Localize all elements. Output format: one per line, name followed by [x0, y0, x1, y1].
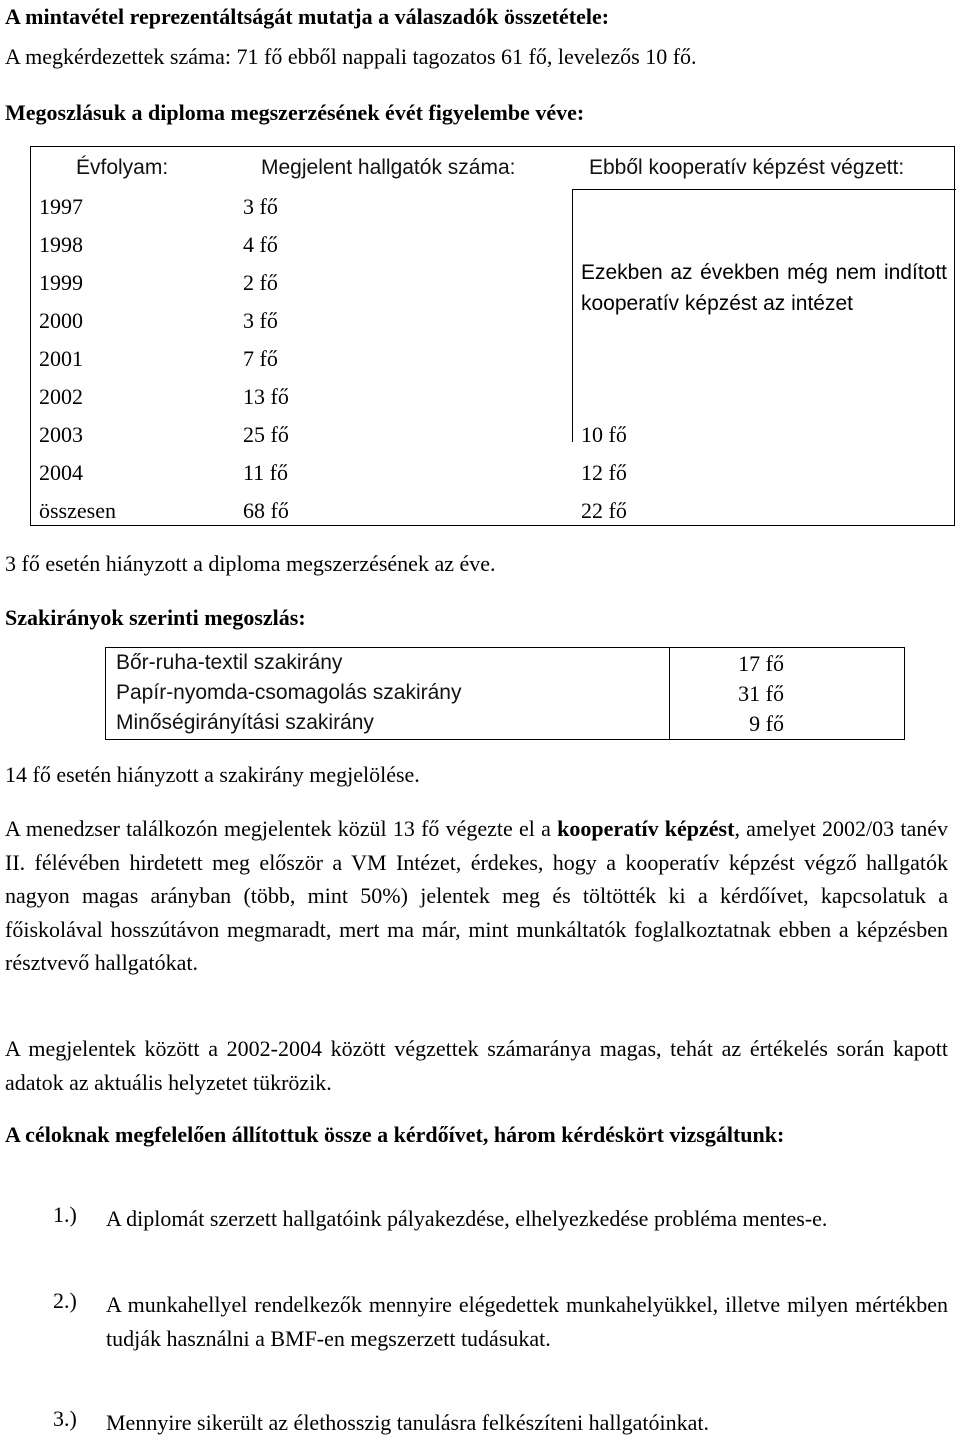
- question-text: Mennyire sikerült az élethosszig tanulásra felkészíteni hallgatóinkat.: [106, 1410, 709, 1435]
- table-column-divider: [669, 648, 670, 739]
- spec-name: Papír-nyomda-csomagolás szakirány: [116, 681, 462, 704]
- table-cell-count: 11 fő: [243, 460, 289, 485]
- table-header-coop: Ebből kooperatív képzést végzett:: [589, 156, 905, 179]
- table-cell-year: 1998: [39, 232, 83, 257]
- table-header-year: Évfolyam:: [76, 156, 169, 179]
- section-heading-sample: A mintavétel reprezentáltságát mutatja a válaszadók összetétele:: [5, 4, 610, 29]
- table-header-count: Megjelent hallgatók száma:: [261, 156, 516, 179]
- table-cell-count: 25 fő: [243, 422, 289, 447]
- section-heading-questions: A céloknak megfelelően állítottuk össze a kérdőívet, három kérdéskört vizsgáltunk:: [5, 1122, 785, 1147]
- missing-spec-note: 14 fő esetén hiányzott a szakirány megjelölése.: [5, 762, 420, 787]
- table-cell-coop: 10 fő: [581, 422, 627, 447]
- spec-count: 9 fő: [749, 711, 784, 736]
- table-cell-count: 13 fő: [243, 384, 289, 409]
- spec-count: 17 fő: [738, 651, 784, 676]
- table-cell-year: 2000: [39, 308, 83, 333]
- table-cell-total-label: összesen: [39, 498, 116, 523]
- respondents-line: A megkérdezettek száma: 71 fő ebből nappali tagozatos 61 fő, levelezős 10 fő.: [5, 44, 697, 69]
- specialization-table: [105, 647, 905, 740]
- paragraph-text: A menedzser találkozón megjelentek közül 13 fő végezte el a: [5, 816, 558, 841]
- table-cell-coop: 12 fő: [581, 460, 627, 485]
- table-cell-year: 2004: [39, 460, 83, 485]
- spec-count: 31 fő: [738, 681, 784, 706]
- table-cell-year: 1997: [39, 194, 83, 219]
- question-number: 1.): [53, 1202, 77, 1227]
- spec-name: Bőr-ruha-textil szakirány: [116, 651, 343, 674]
- table-cell-total-coop: 22 fő: [581, 498, 627, 523]
- section-heading-distribution: Megoszlásuk a diploma megszerzésének évét figyelembe véve:: [5, 100, 585, 125]
- emphasis-coop-training: kooperatív képzést: [557, 816, 735, 841]
- question-number: 2.): [53, 1288, 77, 1313]
- paragraph-coop-attendance: [5, 812, 948, 980]
- paragraph-text: , amelyet 2002/03 tanév II. félévében hirdetett meg először a VM Intézet, érdekes, hogy a kooperatív képzést végző hallgatók nagyon magas arányban (több, mint 50%) jelentek meg és töltötték ki a kérdőívet, kapcsolatuk a főiskolával hosszútávon megmaradt, mert ma már, mint munkáltatók foglalkoztatnak ebben a képzésben résztvevő hallgatókat.: [5, 816, 949, 976]
- spec-name: Minőségirányítási szakirány: [116, 711, 374, 734]
- table-cell-year: 2001: [39, 346, 83, 371]
- table-cell-year: 1999: [39, 270, 83, 295]
- table-cell-count: 7 fő: [243, 346, 278, 371]
- paragraph-graduates-ratio: A megjelentek között a 2002-2004 között végzettek számaránya magas, tehát az értékelés során kapott adatok az aktuális helyzetet tükrözik.: [5, 1036, 948, 1095]
- question-text: A diplomát szerzett hallgatóink pályakezdése, elhelyezkedése probléma mentes-e.: [106, 1206, 828, 1231]
- question-text: A munkahellyel rendelkezők mennyire elégedettek munkahelyükkel, illetve milyen mértékben tudják használni a BMF-en megszerzett tudásukat.: [106, 1292, 948, 1351]
- year-distribution-table: [30, 146, 955, 526]
- question-number: 3.): [53, 1406, 77, 1431]
- table-cell-count: 3 fő: [243, 308, 278, 333]
- table-cell-year: 2003: [39, 422, 83, 447]
- no-coop-note: Ezekben az években még nem indított kooperatív képzést az intézet: [581, 261, 947, 315]
- table-cell-total-count: 68 fő: [243, 498, 289, 523]
- table-cell-count: 3 fő: [243, 194, 278, 219]
- missing-year-note: 3 fő esetén hiányzott a diploma megszerzésének az éve.: [5, 551, 496, 576]
- table-cell-count: 2 fő: [243, 270, 278, 295]
- section-heading-specialization: Szakirányok szerinti megoszlás:: [5, 605, 306, 630]
- table-cell-count: 4 fő: [243, 232, 278, 257]
- table-cell-year: 2002: [39, 384, 83, 409]
